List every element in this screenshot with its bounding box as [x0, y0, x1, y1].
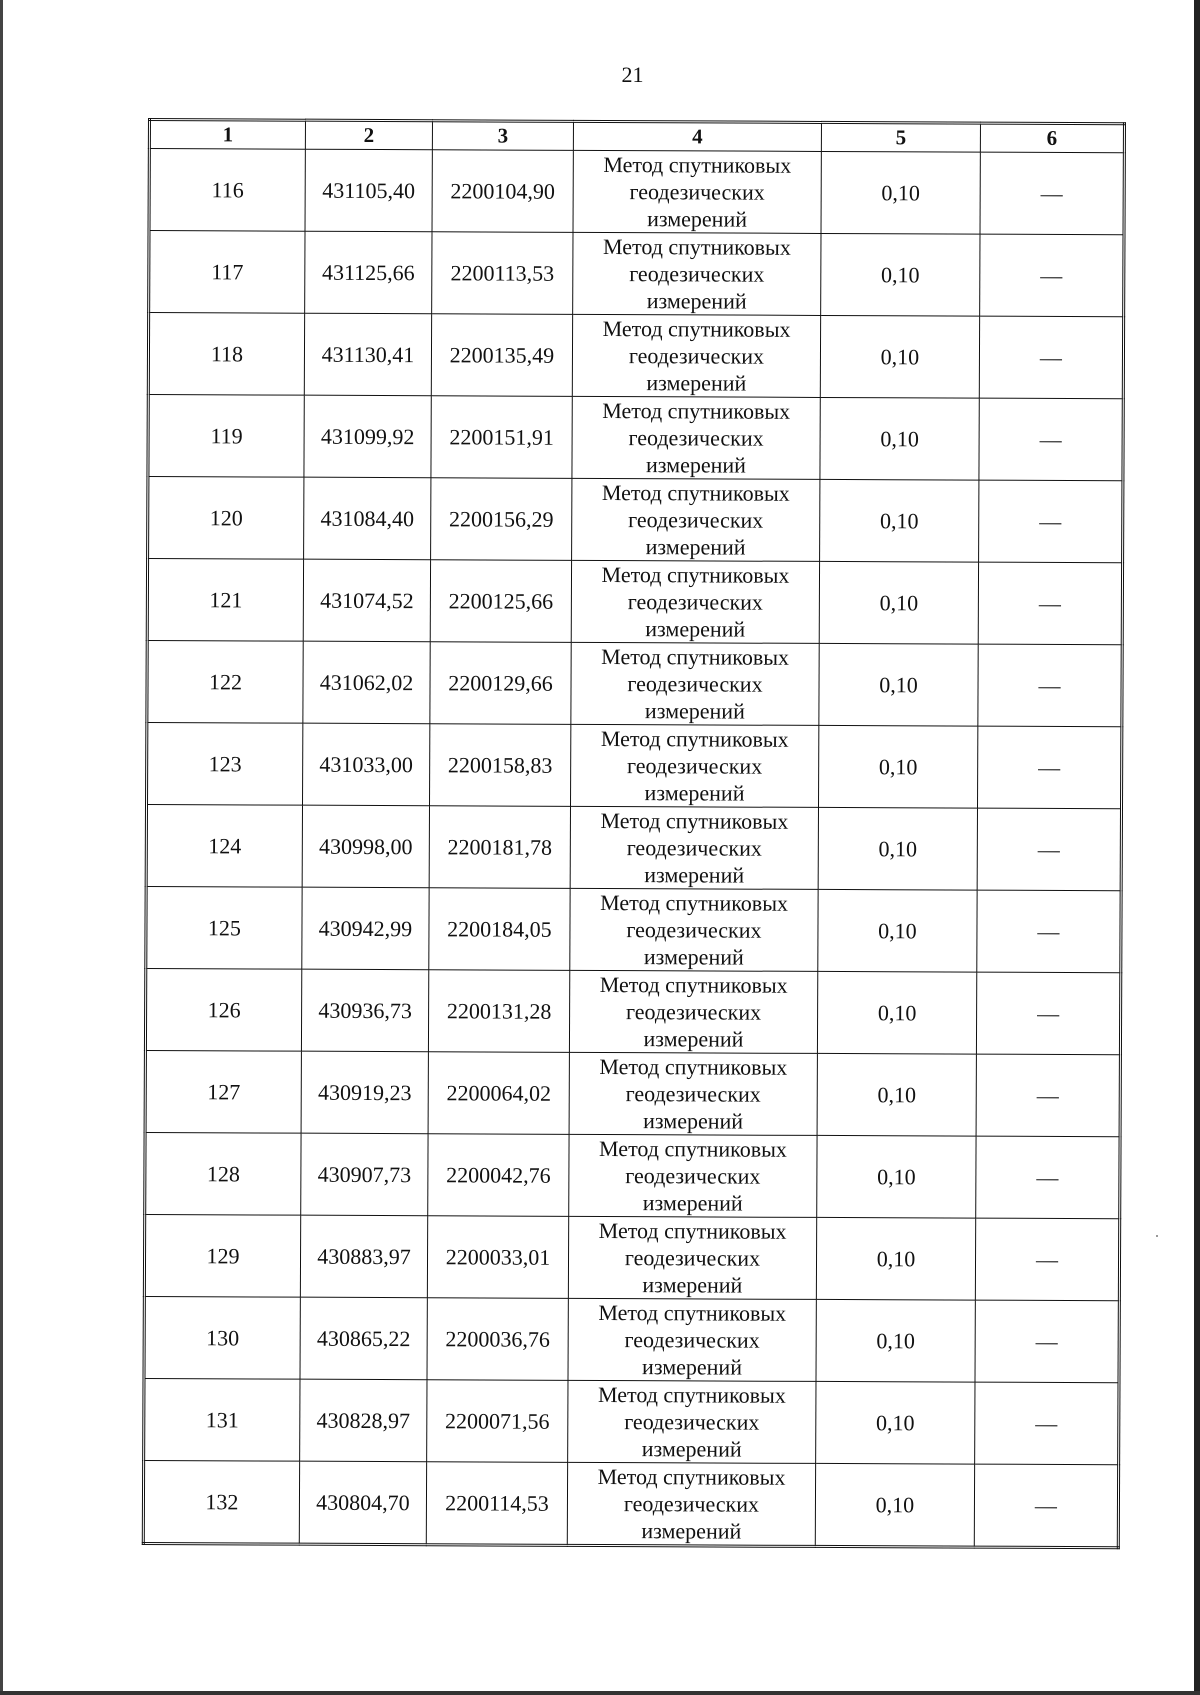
table-body — [143, 149, 1124, 1548]
accuracy-cell: 0,10 — [818, 807, 977, 890]
method-line: измерений — [645, 534, 746, 560]
coordinate-x-cell: 430998,00 — [302, 805, 429, 888]
coordinate-x-cell: 431125,66 — [305, 231, 432, 314]
coordinate-y-cell: 2200125,66 — [430, 560, 571, 643]
scan-edge-left — [0, 0, 3, 1695]
point-number-cell: 116 — [149, 149, 305, 232]
accuracy-cell: 0,10 — [820, 397, 979, 480]
description-cell: — — [977, 726, 1121, 809]
coordinate-x-cell: 430828,97 — [300, 1379, 427, 1462]
coordinate-y-cell: 2200158,83 — [430, 724, 571, 807]
table-header-row — [149, 120, 1124, 153]
table-row — [144, 1214, 1119, 1300]
coordinate-y-cell: 2200135,49 — [431, 314, 572, 397]
point-number-cell: 126 — [145, 968, 301, 1051]
method-cell — [567, 1462, 815, 1546]
coordinate-y-cell: 2200156,29 — [431, 478, 572, 561]
coordinates-table-wrapper — [142, 118, 1123, 1549]
description-cell: — — [978, 644, 1122, 727]
description-cell: — — [979, 316, 1123, 399]
coordinate-y-cell: 2200113,53 — [432, 232, 573, 315]
method-cell — [568, 1298, 816, 1381]
method-cell — [571, 642, 819, 725]
method-cell — [568, 1380, 816, 1463]
page-number: 21 — [621, 62, 644, 87]
method-line: геодезических — [624, 1245, 761, 1271]
method-line: Метод спутниковых — [598, 1217, 787, 1244]
method-line: измерений — [643, 1026, 744, 1052]
description-cell: — — [976, 1054, 1120, 1137]
method-line: Метод спутниковых — [597, 1463, 786, 1490]
point-number-cell: 132 — [143, 1460, 299, 1544]
point-number-cell: 129 — [144, 1214, 300, 1297]
accuracy-cell: 0,10 — [819, 643, 978, 726]
point-number-cell: 119 — [148, 395, 304, 478]
point-number-cell: 121 — [147, 559, 303, 642]
method-line: измерений — [644, 862, 745, 888]
method-cell — [572, 314, 820, 397]
accuracy-cell: 0,10 — [815, 1463, 974, 1547]
accuracy-cell: 0,10 — [816, 1217, 975, 1300]
method-cell — [569, 970, 817, 1053]
method-line: Метод спутниковых — [601, 643, 790, 670]
method-line: геодезических — [624, 1327, 760, 1353]
method-cell — [568, 1216, 816, 1299]
method-line: измерений — [647, 206, 748, 232]
scan-edge-bottom — [0, 1691, 1200, 1695]
accuracy-cell: 0,10 — [816, 1381, 975, 1464]
description-cell: — — [975, 1382, 1119, 1465]
description-cell: — — [975, 1218, 1119, 1301]
method-line: геодезических — [627, 671, 763, 697]
method-line: измерений — [641, 1436, 742, 1462]
coordinate-y-cell: 2200033,01 — [427, 1216, 568, 1299]
coordinate-x-cell: 430919,23 — [301, 1051, 428, 1134]
coordinate-x-cell: 430936,73 — [301, 969, 428, 1052]
method-line: Метод спутниковых — [600, 889, 789, 916]
method-line: геодезических — [627, 589, 764, 615]
table-row — [149, 149, 1124, 235]
method-line: Метод спутниковых — [599, 1135, 787, 1162]
method-line: измерений — [644, 698, 745, 724]
method-line: измерений — [642, 1190, 743, 1216]
column-header-2: 2 — [305, 120, 432, 150]
table-row — [147, 559, 1122, 645]
coordinate-x-cell: 431099,92 — [304, 395, 431, 478]
method-line: геодезических — [629, 179, 765, 205]
description-cell: — — [977, 890, 1121, 973]
method-line: геодезических — [626, 835, 762, 861]
table-row — [146, 886, 1121, 972]
method-line: Метод спутниковых — [599, 1053, 788, 1080]
method-line: геодезических — [625, 1163, 761, 1189]
method-cell — [572, 478, 820, 561]
method-line: измерений — [646, 288, 747, 314]
method-line: геодезических — [626, 917, 762, 943]
description-cell: — — [975, 1300, 1119, 1383]
accuracy-cell: 0,10 — [820, 315, 979, 398]
accuracy-cell: 0,10 — [818, 889, 977, 972]
point-number-cell: 117 — [149, 231, 305, 314]
table-row — [148, 313, 1123, 399]
method-cell — [570, 806, 818, 889]
description-cell: — — [980, 234, 1124, 317]
coordinate-x-cell: 431105,40 — [305, 149, 432, 232]
method-line: Метод спутниковых — [600, 807, 789, 834]
point-number-cell: 128 — [145, 1132, 301, 1215]
method-cell — [571, 560, 819, 643]
accuracy-cell: 0,10 — [817, 1053, 976, 1136]
description-cell: — — [976, 1136, 1120, 1219]
coordinate-x-cell: 431074,52 — [303, 559, 430, 642]
coordinate-y-cell: 2200129,66 — [430, 642, 571, 725]
description-cell: — — [979, 480, 1123, 563]
accuracy-cell: 0,10 — [821, 233, 980, 316]
description-cell: — — [977, 808, 1121, 891]
method-cell — [571, 724, 819, 807]
method-line: измерений — [646, 370, 747, 396]
method-line: геодезических — [624, 1409, 760, 1435]
method-cell — [573, 232, 821, 315]
method-line: измерений — [645, 452, 747, 478]
coordinate-x-cell: 430942,99 — [302, 887, 429, 970]
table-row — [148, 477, 1123, 563]
column-header-4: 4 — [573, 121, 821, 151]
description-cell: — — [978, 562, 1122, 645]
coordinate-y-cell: 2200131,28 — [428, 970, 569, 1053]
method-line: Метод спутниковых — [602, 233, 791, 260]
coordinate-y-cell: 2200181,78 — [429, 806, 570, 889]
coordinate-y-cell: 2200071,56 — [427, 1380, 568, 1463]
method-line: измерений — [645, 616, 746, 642]
method-line: Метод спутниковых — [600, 725, 789, 752]
table-row — [147, 641, 1122, 727]
method-cell — [570, 888, 818, 971]
accuracy-cell: 0,10 — [821, 151, 980, 234]
coordinate-y-cell: 2200042,76 — [428, 1134, 569, 1217]
method-line: измерений — [643, 944, 744, 970]
method-line: геодезических — [625, 999, 762, 1025]
method-line: геодезических — [625, 1081, 761, 1107]
point-number-cell: 124 — [146, 805, 302, 888]
scan-edge-right — [1194, 0, 1200, 1695]
method-line: Метод спутниковых — [601, 561, 790, 588]
point-number-cell: 125 — [146, 886, 302, 969]
method-line: геодезических — [629, 261, 765, 287]
coordinate-x-cell: 430883,97 — [300, 1215, 427, 1298]
accuracy-cell: 0,10 — [818, 725, 977, 808]
table-row — [149, 231, 1124, 317]
column-header-3: 3 — [432, 121, 573, 151]
point-number-cell: 120 — [148, 477, 304, 560]
coordinate-y-cell: 2200036,76 — [427, 1298, 568, 1381]
accuracy-cell: 0,10 — [816, 1299, 975, 1382]
coordinate-y-cell: 2200151,91 — [431, 396, 572, 479]
coordinate-x-cell: 431130,41 — [304, 313, 431, 396]
description-cell: — — [976, 972, 1120, 1055]
method-line: Метод спутниковых — [601, 479, 790, 506]
method-line: Метод спутниковых — [602, 315, 791, 342]
point-number-cell: 127 — [145, 1050, 301, 1133]
description-cell: — — [980, 152, 1124, 235]
method-line: Метод спутниковых — [602, 397, 791, 424]
coordinate-x-cell: 430907,73 — [301, 1133, 428, 1216]
method-cell — [569, 1134, 817, 1217]
method-line: Метод спутниковых — [598, 1299, 787, 1326]
coordinate-x-cell: 430804,70 — [299, 1461, 426, 1545]
point-number-cell: 130 — [144, 1296, 300, 1379]
table-row — [145, 1050, 1120, 1136]
coordinates-table — [142, 118, 1126, 1549]
method-line: Метод спутниковых — [599, 971, 788, 998]
method-line: геодезических — [628, 343, 765, 369]
method-line: измерений — [642, 1272, 743, 1298]
coordinate-y-cell: 2200184,05 — [429, 888, 570, 971]
coordinate-x-cell: 430865,22 — [300, 1297, 427, 1380]
table-row — [146, 805, 1121, 891]
method-line: измерений — [644, 780, 745, 806]
method-line: геодезических — [623, 1491, 760, 1517]
table-row — [145, 1132, 1120, 1218]
table-row — [144, 1296, 1119, 1382]
method-cell — [569, 1052, 817, 1135]
point-number-cell: 122 — [147, 641, 303, 724]
point-number-cell: 118 — [148, 313, 304, 396]
coordinate-x-cell: 431062,02 — [303, 641, 430, 724]
method-cell — [572, 396, 820, 479]
coordinate-x-cell: 431084,40 — [304, 477, 431, 560]
description-cell: — — [979, 398, 1123, 481]
table-row — [147, 723, 1122, 809]
point-number-cell: 123 — [147, 723, 303, 806]
method-line: измерений — [643, 1108, 744, 1134]
coordinate-y-cell: 2200104,90 — [432, 150, 573, 233]
column-header-6: 6 — [980, 123, 1124, 153]
method-line: Метод спутниковых — [603, 151, 792, 178]
table-row — [148, 395, 1123, 481]
table-row — [145, 968, 1120, 1054]
description-cell: — — [974, 1464, 1118, 1548]
point-number-cell: 131 — [144, 1378, 300, 1461]
column-header-5: 5 — [821, 122, 980, 152]
method-line: геодезических — [628, 425, 764, 451]
method-line: измерений — [641, 1518, 742, 1544]
coordinate-x-cell: 431033,00 — [303, 723, 430, 806]
accuracy-cell: 0,10 — [819, 561, 978, 644]
coordinate-y-cell: 2200064,02 — [428, 1052, 569, 1135]
table-row — [143, 1460, 1118, 1547]
accuracy-cell: 0,10 — [817, 971, 976, 1054]
method-line: геодезических — [628, 507, 764, 533]
accuracy-cell: 0,10 — [820, 479, 979, 562]
method-line: измерений — [642, 1354, 743, 1380]
column-header-1: 1 — [149, 120, 305, 150]
method-cell — [573, 150, 821, 233]
method-line: геодезических — [627, 753, 763, 779]
table-row — [144, 1378, 1119, 1464]
coordinate-y-cell: 2200114,53 — [426, 1462, 567, 1546]
method-line: Метод спутниковых — [597, 1381, 786, 1408]
scan-speck — [1156, 1235, 1158, 1237]
accuracy-cell: 0,10 — [817, 1135, 976, 1218]
